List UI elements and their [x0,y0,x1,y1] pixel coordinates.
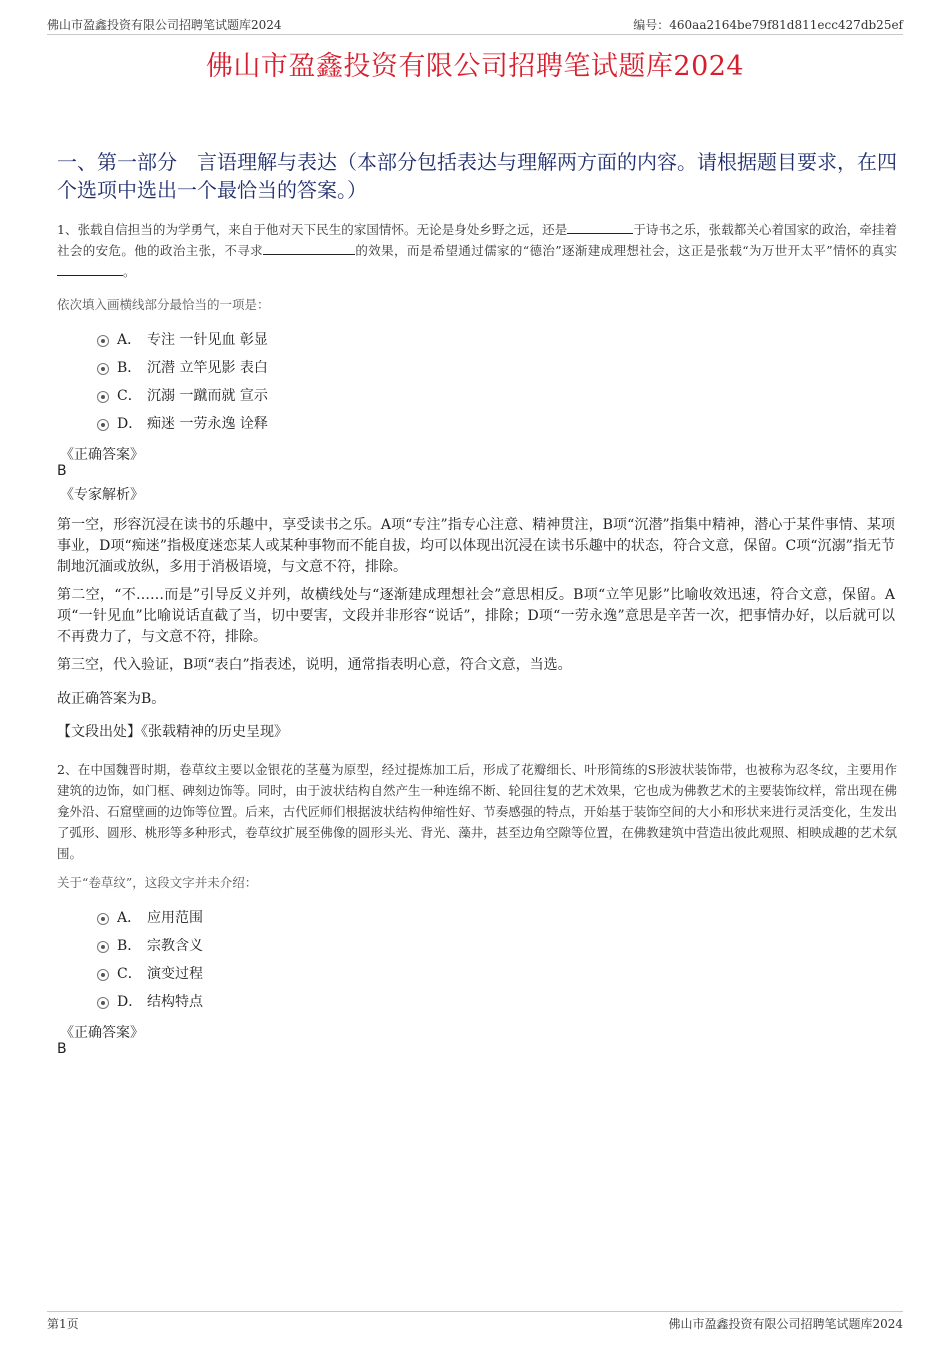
q1-text-part: 1、张载自信担当的为学勇气，来自于他对天下民生的家国情怀。无论是身处乡野之远，还是 [57,222,568,237]
option-key: C． [117,388,142,404]
option-text: 沉溺 一蹴而就 宣示 [147,388,268,404]
question-1-text [57,219,897,282]
q1-answer-label: 《正确答案》 [60,447,144,463]
option-key: B． [117,360,142,376]
radio-icon[interactable] [97,913,109,925]
question-2-prompt: 关于“卷草纹”，这段文字并未介绍： [57,875,258,890]
section-heading: 一、第一部分 言语理解与表达（本部分包括表达与理解两方面的内容。请根据题目要求，在四个选项中选出一个最恰当的答案。） [57,150,897,202]
q1-answer: B [57,463,67,479]
q1-text-part: 。 [123,264,136,279]
footer-doc-name: 佛山市盈鑫投资有限公司招聘笔试题库2024 [668,1317,903,1331]
option-text: 沉潜 立竿见影 表白 [147,360,268,376]
q1-analysis-paragraph: 故正确答案为B。 [57,691,166,707]
option-key: B． [117,938,142,954]
radio-icon[interactable] [97,391,109,403]
option-key: D． [117,416,143,432]
blank-2 [263,242,355,255]
radio-icon[interactable] [97,363,109,375]
page-footer [47,1311,903,1331]
page-number: 第1页 [47,1317,79,1331]
q1-analysis-label: 《专家解析》 [60,487,144,503]
header-doc-id: 编号：460aa2164be79f81d811ecc427db25ef [633,18,903,32]
page-header [47,14,903,35]
radio-icon[interactable] [97,335,109,347]
radio-icon[interactable] [97,969,109,981]
q1-text-part: 的效果，而是希望通过儒家的“德治”逐渐建成理想社会，这正是张载“为万世开太平”情怀的真实 [354,243,897,258]
q1-text-part: 于诗书之乐，张载都关心着国家的政治，牵挂着社会的安危。他的政治主张，不寻求 [57,222,897,258]
option-key: A． [117,910,142,926]
q1-analysis-paragraph: 第三空，代入验证，B项“表白”指表述，说明，通常指表明心意，符合文意，当选。 [57,657,572,673]
blank-1 [567,221,633,234]
q2-answer: B [57,1041,67,1057]
option-text: 专注 一针见血 彰显 [147,332,268,348]
radio-icon[interactable] [97,419,109,431]
option-key: A． [117,332,142,348]
option-key: D． [117,994,143,1010]
document-title: 佛山市盈鑫投资有限公司招聘笔试题库2024 [205,51,745,82]
radio-icon[interactable] [97,941,109,953]
blank-3 [57,263,123,276]
q1-analysis-paragraph: 第一空，形容沉浸在读书的乐趣中，享受读书之乐。A项“专注”指专心注意、精神贯注，B项“沉潜”指集中精神，潜心于某件事情、某项事业，D项“痴迷”指极度迷恋某人或某种事物而不能自拔，均可以体现出沉浸在读书乐趣中的状态，符合文意，保留。C项“沉溺”指无节制地沉湎或放纵，多用于消极语境，与文意不符，排除。 [57,517,895,575]
option-key: C． [117,966,142,982]
option-text: 痴迷 一劳永逸 诠释 [147,416,268,432]
radio-icon[interactable] [97,997,109,1009]
option-text: 应用范围 [147,910,203,926]
question-2-text: 2、在中国魏晋时期，卷草纹主要以金银花的茎蔓为原型，经过提炼加工后，形成了花瓣细长、叶形简练的S形波状装饰带，也被称为忍冬纹，主要用作建筑的边饰，如门框、碑刻边饰等。同时，由于波状结构自然产生一种连绵不断、轮回往复的艺术效果，它也成为佛教艺术的主要装饰纹样，常出现在佛龛外沿、石窟壁画的边饰等位置。后来，古代匠师们根据波状结构伸缩性好、节奏感强的特点，开始基于装饰空间的大小和形状来进行灵活变化，生发出了弧形、圆形、桃形等多种形式，卷草纹扩展至佛像的圆形头光、背光、藻井，甚至边角空隙等位置，在佛教建筑中营造出彼此观照、相映成趣的艺术氛围。 [57,762,897,861]
option-text: 演变过程 [147,966,203,982]
option-text: 宗教含义 [147,938,203,954]
q2-answer-label: 《正确答案》 [60,1025,144,1041]
q1-analysis-paragraph: 第二空，“不……而是”引导反义并列，故横线处与“逐渐建成理想社会”意思相反。B项“立竿见影”比喻收效迅速，符合文意，保留。A项“一针见血”比喻说话直截了当，切中要害，文段并非形容“说话”，排除；D项“一劳永逸”意思是辛苦一次，把事情办好，以后就可以不再费力了，与文意不符，排除。 [57,587,895,645]
option-text: 结构特点 [147,994,203,1010]
q1-source: 【文段出处】《张载精神的历史呈现》 [57,724,288,740]
question-1-prompt: 依次填入画横线部分最恰当的一项是： [57,297,270,312]
header-doc-name: 佛山市盈鑫投资有限公司招聘笔试题库2024 [47,18,282,32]
